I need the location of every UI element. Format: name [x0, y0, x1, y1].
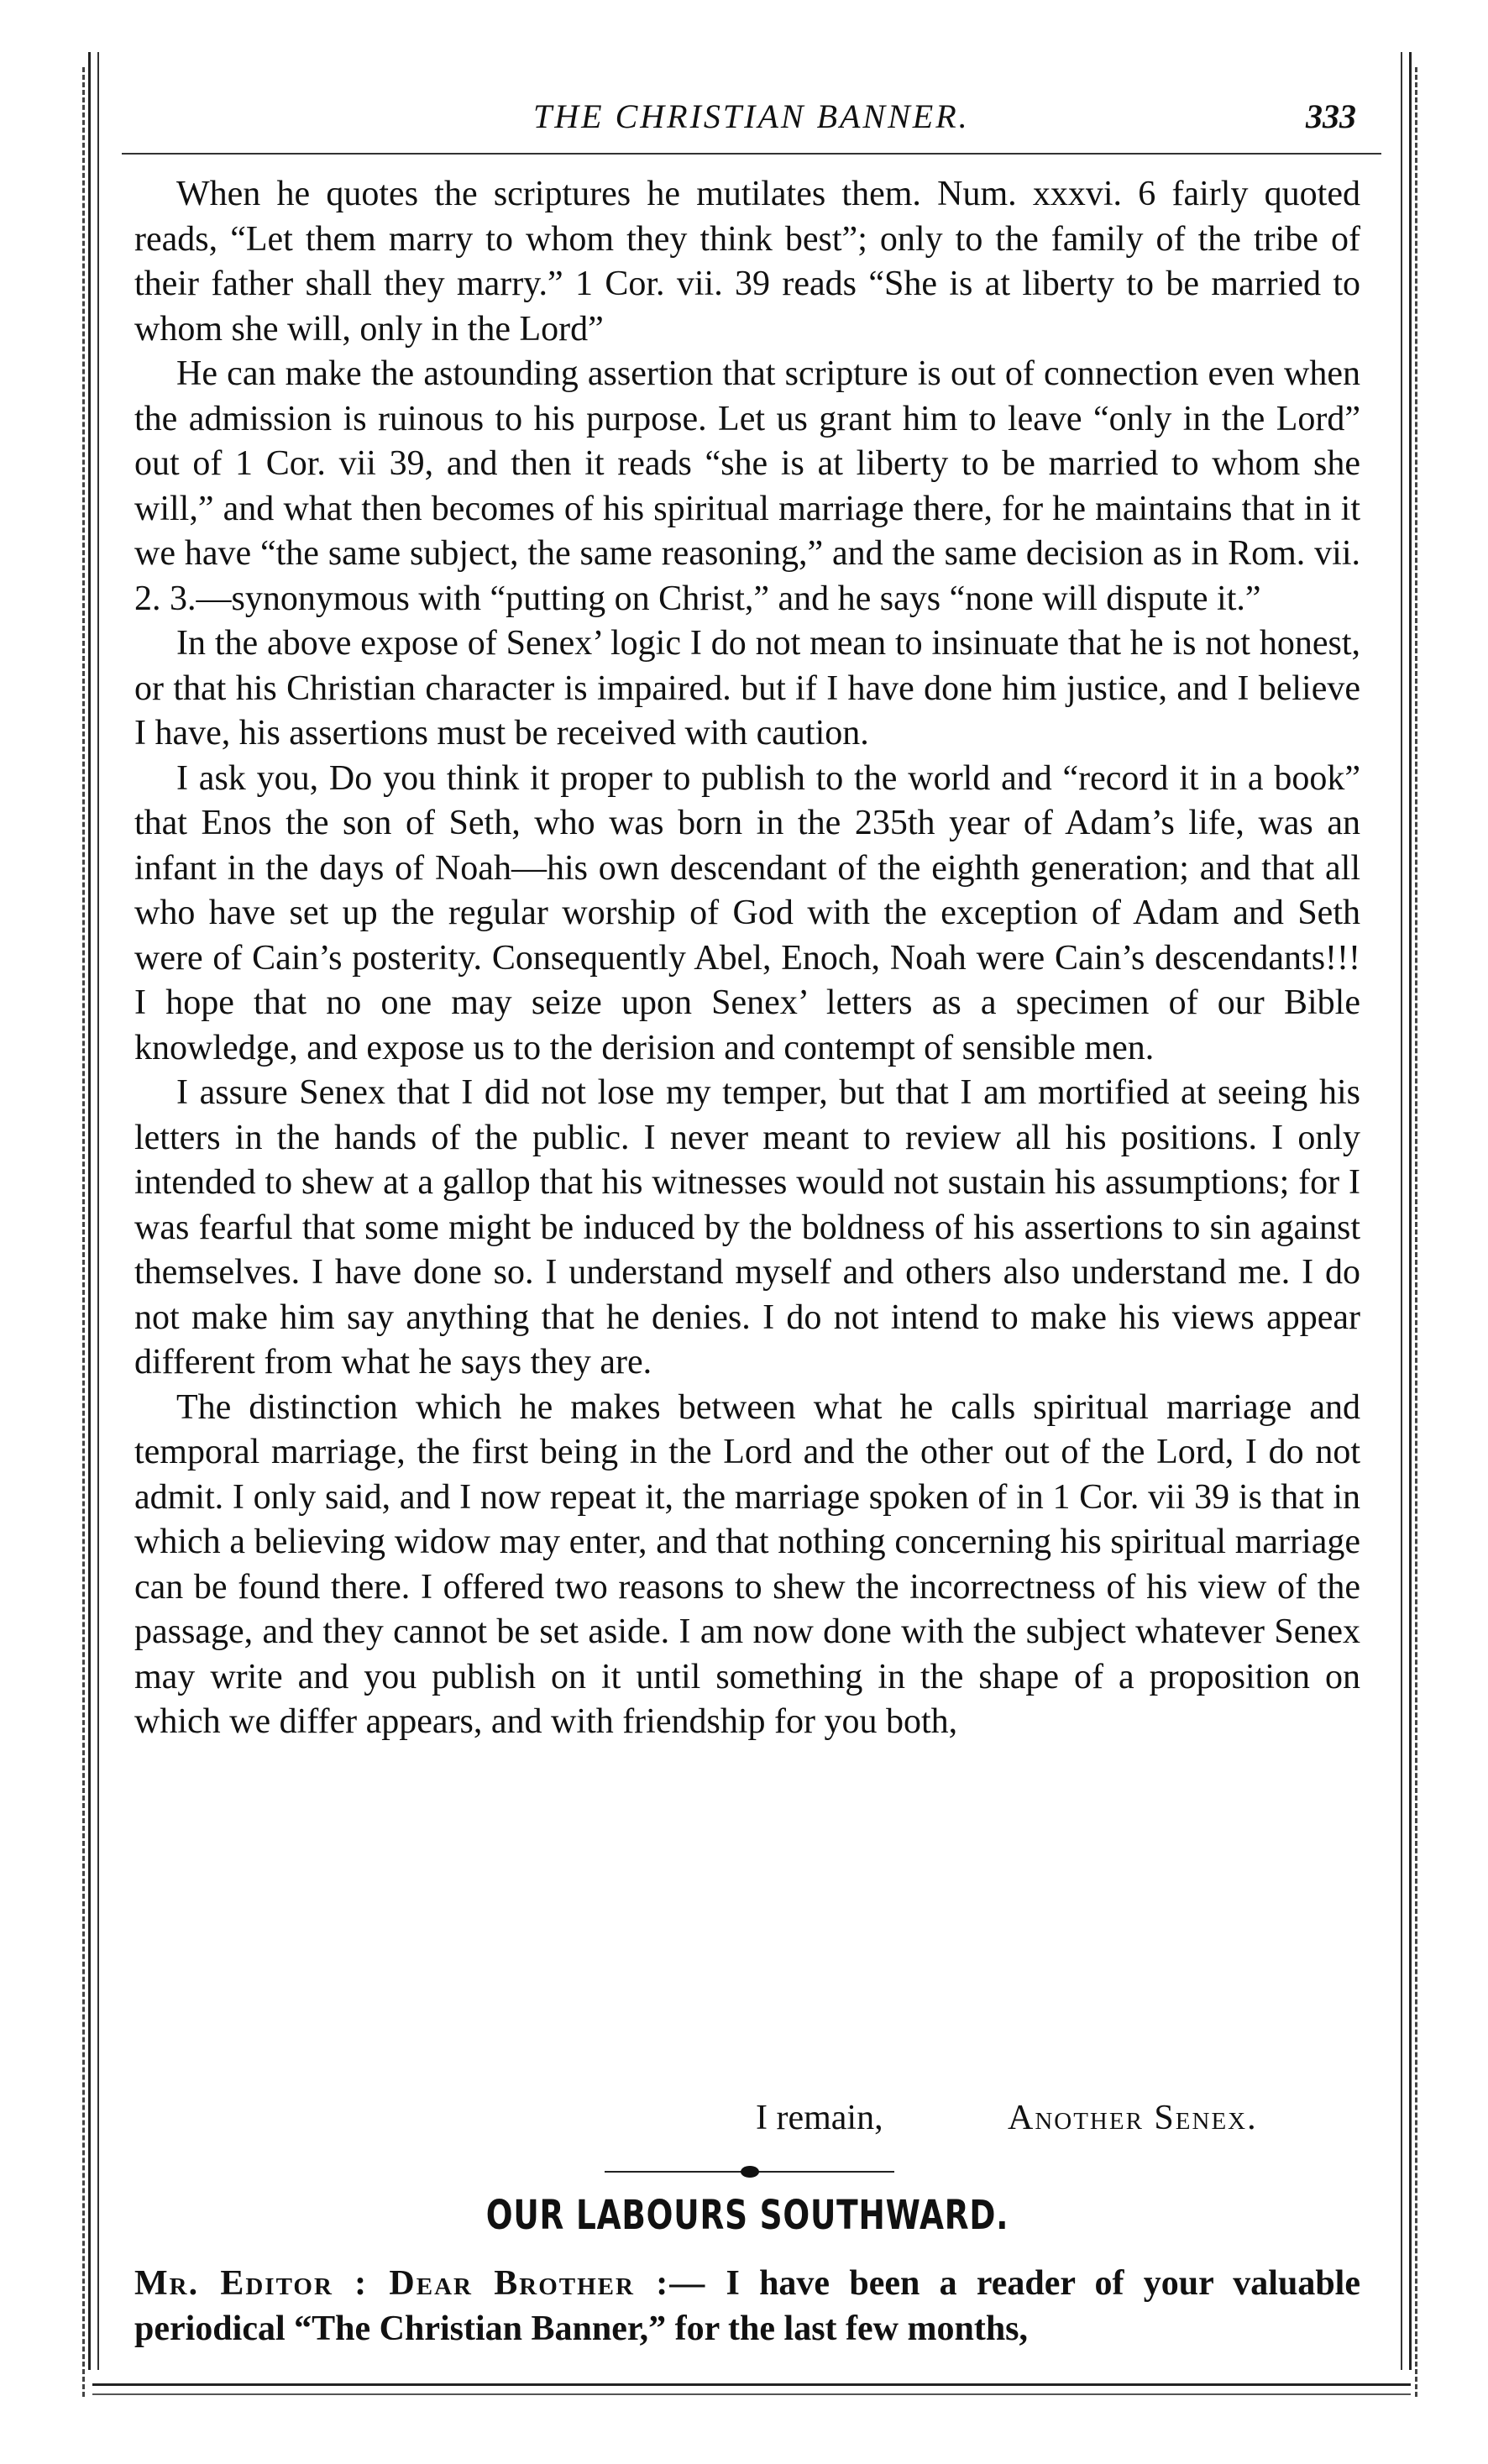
article-body: [134, 172, 1360, 1745]
signature-closing: I remain,: [756, 2099, 883, 2137]
section-heading: OUR LABOURS SOUTHWARD.: [485, 2192, 1009, 2239]
bottom-rule: [92, 2383, 1411, 2386]
opening-text: I have been a reader of your valuable periodical “The Christian Banner,” for the last few months,: [134, 2264, 1360, 2348]
bottom-rule-secondary: [92, 2393, 1411, 2395]
section-opening-paragraph: [134, 2261, 1360, 2351]
running-header: [122, 97, 1381, 147]
paragraph: He can make the astounding assertion that scripture is out of connection even when the admission is ruinous to his purpose. Let us grant him to leave “only in the Lord” out of 1 Cor. vii 39, and then it reads “she is at liberty to be married to whom she will,” and what then becomes of his spiritual marriage there, for he maintains that in it we have “the same subject, the same reasoning,” and the same decision as in Rom. vii. 2. 3.—synonymous with “putting on Christ,” and he says “none will dispute it.”: [134, 354, 1360, 618]
divider-dot: [741, 2166, 759, 2178]
running-title: THE CHRISTIAN BANNER.: [533, 97, 970, 135]
paragraph: I ask you, Do you think it proper to publish to the world and “record it in a book” that Enos the son of Seth, who was born in the 235th year of Adam’s life, was an infant in the days of Noah—his own descendant of the eighth generation; and that all who have set up the regular worship of God with the exception of Adam and Seth were of Cain’s posterity. Consequently Abel, Enoch, Noah were Cain’s descendants!!! I hope that no one may seize upon Senex’ letters as a specimen of our Bible knowledge, and expose us to the derision and contempt of sensible men.: [134, 758, 1360, 1067]
paragraph: I assure Senex that I did not lose my temper, but that I am mortified at seeing his letters in the hands of the public. I never meant to review all his positions. I only intended to shew at a gallop that his witnesses would not sustain his assumptions; for I was fearful that some might be induced by the boldness of his assertions to sin against themselves. I have done so. I understand myself and others also understand me. I do not make him say anything that he denies. I do not intend to make his views appear different from what he says they are.: [134, 1073, 1360, 1381]
salutation: Mr. Editor : Dear Brother :—: [134, 2264, 707, 2303]
section-divider-ornament: [605, 2166, 894, 2178]
signature: [739, 2098, 1360, 2145]
paragraph: In the above expose of Senex’ logic I do not mean to insinuate that he is not honest, or that his Christian character is impaired. but if I have done him justice, and I believe I have, his assertions must be received with caution.: [134, 624, 1360, 752]
paragraph: The distinction which he makes between what he calls spiritual marriage and temporal marriage, the first being in the Lord and the other out of the Lord, I do not admit. I only said, and I now repeat it, the marriage spoken of in 1 Cor. vii 39 is that in which a believing widow may enter, and that nothing concerning his spiritual marriage can be found there. I offered two reasons to shew the incorrectness of his view of the passage, and they cannot be set aside. I am now done with the subject whatever Senex may write and you publish on it until something in the shape of a proposition on which we differ appears, and with friendship for you both,: [134, 1387, 1360, 1741]
left-margin-rule: [82, 67, 88, 2397]
right-margin-rule: [1415, 67, 1421, 2397]
page-number: 333: [1306, 97, 1356, 135]
signature-name: Another Senex.: [1008, 2099, 1258, 2137]
paragraph: When he quotes the scriptures he mutilates them. Num. xxxvi. 6 fairly quoted reads, “Let them marry to whom they think best”; only to the family of the tribe of their father shall they marry.” 1 Cor. vii. 39 reads “She is at liberty to be married to whom she will, only in the Lord”: [134, 175, 1360, 349]
header-rule: [122, 153, 1381, 155]
